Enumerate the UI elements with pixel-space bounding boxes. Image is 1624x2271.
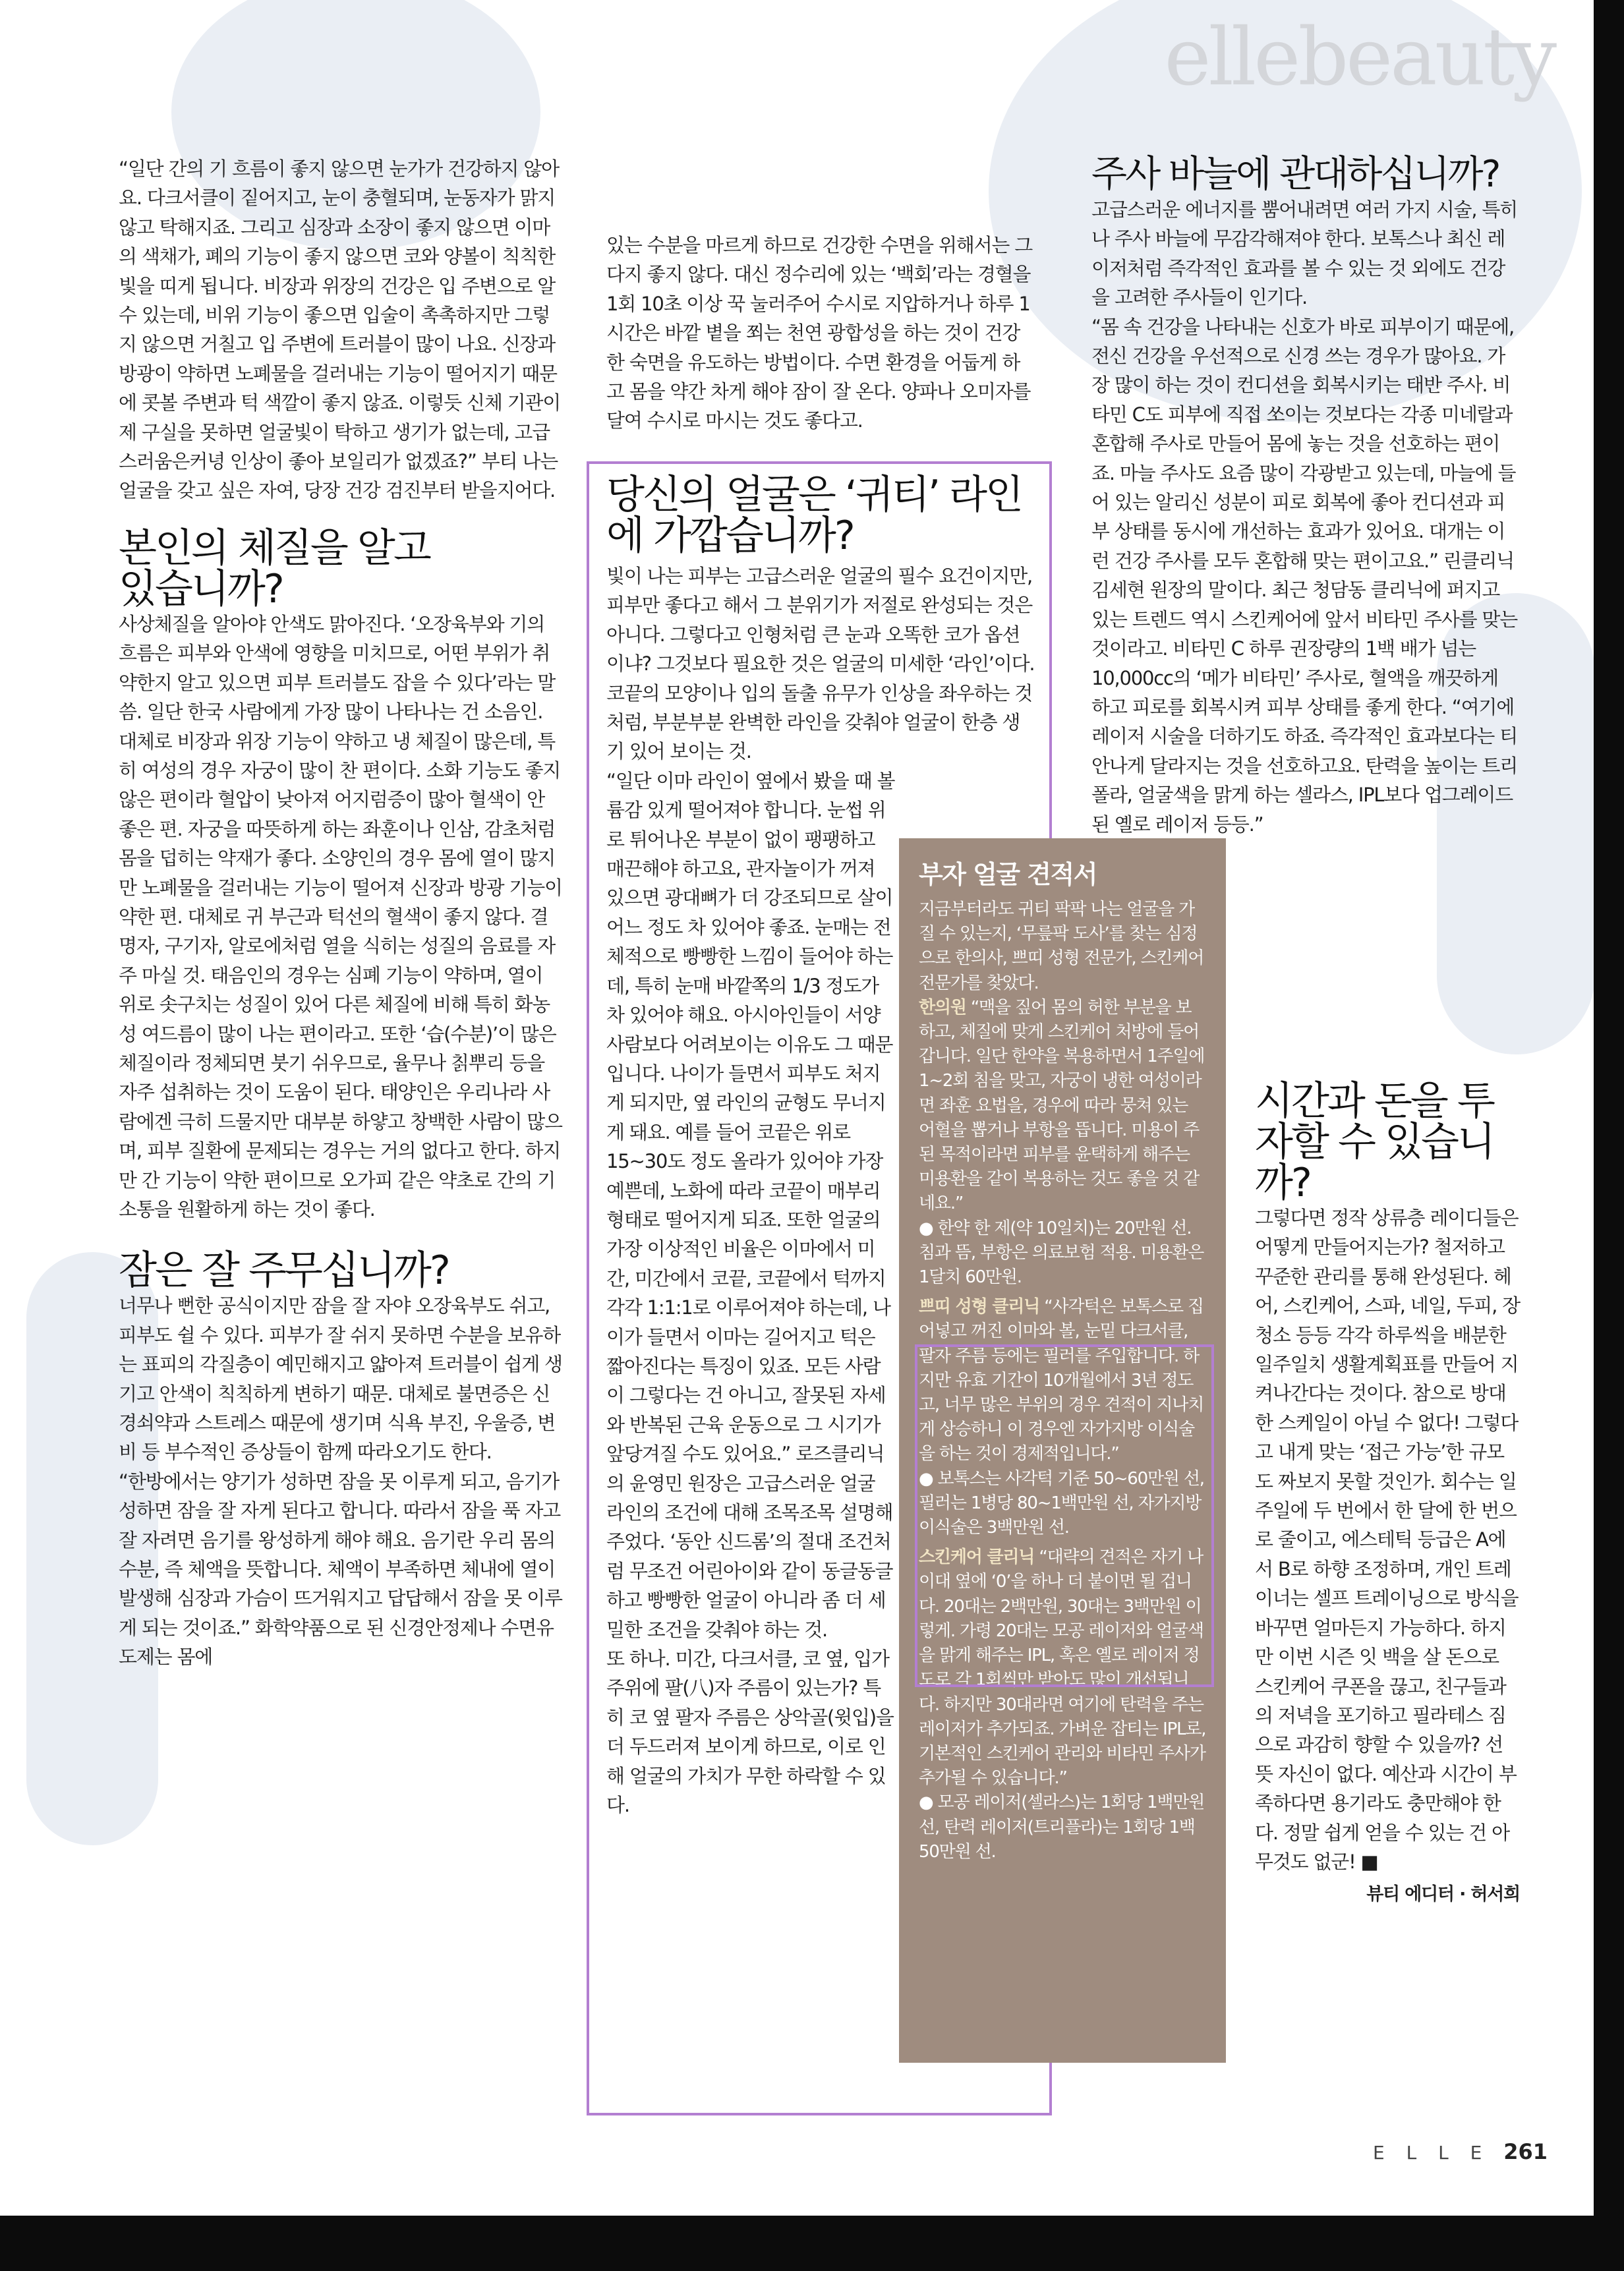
sidebar-label: 쁘띠 성형 클리닉 [919,1297,1040,1317]
sidebar-text: “대략의 견적은 자기 나이대 옆에 ‘0’을 하나 더 붙이면 될 겁니다. 20대는 2백만원, 30대는 3백만원 이렇게. 가령 20대는 모공 레이저와 얼굴색을 맑게 해주는 IPL, 혹은 옐로 레이저 정도로 각 1회씩만 받아도 많이 개선됩니다. 하지만 30대라면 여기에 탄력을 주는 레이저가 추가되죠. 가벼운 잡티는 IPL로, 기본적인 스킨케어 관리와 비타민 주사가 추가될 수 있습니다.” [919,1547,1206,1789]
column-1 [119,154,566,1672]
scan-edge-right [1594,0,1624,2271]
scan-edge-bottom [0,2216,1624,2271]
sidebar-price: ● 모공 레이저(셀라스)는 1회당 1백만원 선, 탄력 레이저(트리플라)는 1회당 1백50만원 선. [919,1793,1205,1862]
body-text: 사상체질을 알아야 안색도 맑아진다. ‘오장육부와 기의 흐름은 피부와 안색에 영향을 미치므로, 어떤 부위가 취약한지 알고 있으면 피부 트러블도 잡을 수 있다’라는 말씀. 일단 한국 사람에게 가장 많이 나타나는 건 소음인. 대체로 비장과 위장 기능이 약하고 냉 체질이 많은데, 특히 여성의 경우 자궁이 많이 찬 편이다. 소화 기능도 좋지 않은 편이라 혈압이 낮아져 어지럼증이 많아 혈색이 안 좋은 편. 자궁을 따뜻하게 하는 좌훈이나 인삼, 감초처럼 몸을 덥히는 약재가 좋다. 소양인의 경우 몸에 열이 많지만 노폐물을 걸러내는 기능이 떨어져 신장과 방광 기능이 약한 편. 대체로 귀 부근과 턱선의 혈색이 좋지 않다. 결명자, 구기자, 알로에처럼 열을 식히는 성질의 음료를 자주 마실 것. 태음인의 경우는 심폐 기능이 약하며, 열이 위로 솟구치는 성질이 있어 다른 체질에 비해 특히 화농성 여드름이 많이 나는 편이라고. 또한 ‘습(수분)’이 많은 체질이라 정체되면 붓기 쉬우므로, 율무나 칡뿌리 등을 자주 섭취하는 것이 도움이 된다. 태양인은 우리나라 사람에겐 극히 드물지만 대부분 하얗고 창백한 사람이 많으며, 피부 질환에 문제되는 경우는 거의 없다고 한다. 하지만 간 기능이 약한 편이므로 오가피 같은 약초로 간의 기 소통을 원활하게 하는 것이 좋다. [119,612,562,1221]
column-2 [606,231,1036,436]
body-text: 빛이 나는 피부는 고급스러운 얼굴의 필수 요건이지만, 피부만 좋다고 해서 그 분위기가 저절로 완성되는 것은 아니다. 그렇다고 인형처럼 큰 눈과 오똑한 코가 옵션이냐? 그것보다 필요한 것은 얼굴의 미세한 ‘라인’이다. 코끝의 모양이나 입의 돌출 유무가 인상을 좌우하는 것처럼, 부분부분 완벽한 라인을 갖춰야 얼굴이 한층 생기 있어 보이는 것. [606,565,1035,763]
folio-brand: E L L E [1373,2142,1490,2164]
body-text: 너무나 뻔한 공식이지만 잠을 잘 자야 오장육부도 쉬고, 피부도 쉴 수 있다. 피부가 잘 쉬지 못하면 수분을 보유하는 표피의 각질층이 예민해지고 얇아져 트러블이 쉽게 생기고 안색이 칙칙하게 변하기 때문. 대체로 불면증은 신경쇠약과 스트레스 때문에 생기며 식욕 부진, 우울증, 변비 등 부수적인 증상들이 함께 따라오기도 한다. [119,1294,562,1464]
page-number: 261 [1503,2139,1548,2164]
body-text: “일단 이마 라인이 옆에서 봤을 때 볼륨감 있게 떨어져야 합니다. 눈썹 위로 튀어나온 부분이 없이 팽팽하고 매끈해야 하고요, 관자놀이가 꺼져 있으면 광대뼈가 더 강조되므로 살이 어느 정도 차 있어야 좋죠. 눈매는 전체적으로 빵빵한 느낌이 들어야 하는데, 특히 눈매 바깥쪽의 1/3 정도가 차 있어야 해요. 아시아인들이 서양 사람보다 어려보이는 이유도 그 때문입니다. 나이가 들면서 피부도 처지게 되지만, 옆 라인의 균형도 무너지게 돼요. 예를 들어 코끝은 위로 15~30도 정도 올라가 있어야 가장 예쁜데, 노화에 따라 코끝이 매부리 형태로 떨어지게 되죠. 또한 얼굴의 가장 이상적인 비율은 이마에서 미간, 미간에서 코끝, 코끝에서 턱까지 각각 1:1:1로 이루어져야 하는데, 나이가 들면서 이마는 길어지고 턱은 짧아진다는 특징이 있죠. 모든 사람이 그렇다는 건 아니고, 잘못된 자세와 반복된 근육 운동으로 그 시기가 앞당겨질 수도 있어요.” 로즈클리닉의 윤영민 원장은 고급스러운 얼굴 라인의 조건에 대해 조목조목 설명해주었다. ‘동안 신드롬’의 절대 조건처럼 무조건 어린아이와 같이 동글동글하고 빵빵한 얼굴이 아니라 좀 더 세밀한 조건을 갖춰야 하는 것. [606,769,895,1641]
sidebar-label: 스킨케어 클리닉 [919,1547,1035,1568]
folio [1373,2139,1548,2164]
body-text: “한방에서는 양기가 성하면 잠을 못 이루게 되고, 음기가 성하면 잠을 잘 자게 된다고 합니다. 따라서 잠을 푹 자고 잘 자려면 음기를 왕성하게 해야 해요. 음기란 우리 몸의 수분, 즉 체액을 뜻합니다. 체액이 부족하면 체내에 열이 발생해 심장과 가슴이 뜨거워지고 답답해서 잠을 못 이루게 되는 것이죠.” 화학약품으로 된 신경안정제나 수면유도제는 몸에 [119,1470,562,1669]
body-text: 고급스러운 에너지를 뿜어내려면 여러 가지 시술, 특히나 주사 바늘에 무감각해져야 한다. 보톡스나 최신 레이저처럼 즉각적인 효과를 볼 수 있는 것 외에도 건강을 고려한 주사들이 인기다. [1091,198,1518,309]
body-text: “일단 간의 기 흐름이 좋지 않으면 눈가가 건강하지 않아요. 다크서클이 짙어지고, 눈이 충혈되며, 눈동자가 맑지 않고 탁해지죠. 그리고 심장과 소장이 좋지 않으면 이마의 색채가, 폐의 기능이 좋지 않으면 코와 양볼이 칙칙한 빛을 띠게 됩니다. 비장과 위장의 건강은 입 주변으로 알 수 있는데, 비위 기능이 좋으면 입술이 촉촉하지만 그렇지 않으면 거칠고 입 주변에 트러블이 많이 나요. 신장과 방광이 약하면 노폐물을 걸러내는 기능이 떨어지기 때문에 콧볼 주변과 턱 색깔이 좋지 않죠. 이렇듯 신체 기관이 제 구실을 못하면 얼굴빛이 탁하고 생기가 없는데, 고급스러움은커녕 인상이 좋아 보일리가 없겠죠?” 부티 나는 얼굴을 갖고 싶은 자여, 당장 건강 검진부터 받을지어다. [119,158,561,502]
body-text: 그렇다면 정작 상류층 레이디들은 어떻게 만들어지는가? 철저하고 꾸준한 관리를 통해 완성된다. 헤어, 스킨케어, 스파, 네일, 두피, 장 청소 등등 각각 하루씩을 배분한 일주일치 생활계획표를 만들어 지켜나간다는 것이다. 참으로 방대한 스케일이 아닐 수 없다! 그렇다고 내게 맞는 ‘접근 가능’한 규모도 짜보지 못할 것인가. 회수는 일주일에 두 번에서 한 달에 한 번으로 줄이고, 에스테틱 등급은 A에서 B로 하향 조정하며, 개인 트레이너는 셀프 트레이닝으로 방식을 바꾸면 얼마든지 가능하다. 하지만 이번 시즌 잇 백을 살 돈으로 스킨케어 쿠폰을 끊고, 친구들과의 저녁을 포기하고 필라테스 짐으로 과감히 향할 수 있을까? 선뜻 자신이 없다. 예산과 시간이 부족하다면 용기라도 충만해야 한다. 정말 쉽게 얻을 수 있는 건 아무것도 없군! ■ [1255,1207,1520,1873]
sidebar-text: “사각턱은 보톡스로 집어넣고 꺼진 이마와 볼, 눈밑 다크서클, 팔자 주름 등에는 필러를 주입합니다. 하지만 유효 기간이 10개월에서 3년 정도고, 너무 많은 부위의 경우 견적이 지나치게 상승하니 이 경우엔 자가지방 이식술을 하는 것이 경제적입니다.” [919,1297,1204,1464]
section-heading-sleep: 잠은 잘 주무십니까? [119,1248,449,1294]
section-heading-constitution: 본인의 체질을 알고 있습니까? [119,525,430,612]
body-text: 있는 수분을 마르게 하므로 건강한 수면을 위해서는 그다지 좋지 않다. 대신 정수리에 있는 ‘백회’라는 경혈을 1회 10초 이상 꾹 눌러주어 수시로 지압하거나 하루 1시간은 바깥 볕을 쬐는 천연 광합성을 하는 것이 건강한 숙면을 유도하는 방법이다. 수면 환경을 어둡게 하고 몸을 약간 차게 해야 잠이 잘 온다. 양파나 오미자를 달여 수시로 마시는 것도 좋다고. [606,234,1033,432]
sidebar-intro: 지금부터라도 귀티 팍팍 나는 얼굴을 가질 수 있는지, ‘무릎팍 도사’를 찾는 심정으로 한의사, 쁘띠 성형 전문가, 스킨케어 전문가를 찾았다. [919,900,1204,993]
sidebar-price: ● 한약 한 제(약 10일치)는 20만원 선. 침과 뜸, 부항은 의료보험 적용. 미용환은 1달치 60만원. [919,1218,1204,1288]
section-heading-time: 시간과 돈을 투자할 수 있습니까? [1255,1078,1494,1206]
sidebar-oriental [919,996,1206,1217]
sidebar-title: 부자 얼굴 견적서 [919,860,1097,889]
section-heading-needle: 주사 바늘에 관대하십니까? [1091,153,1499,196]
sidebar-text: “맥을 짚어 몸의 허한 부분을 보하고, 체질에 맞게 스킨케어 처방에 들어갑니다. 일단 한약을 복용하면서 1주일에 1~2회 침을 맞고, 자궁이 냉한 여성이라면 좌훈 요법을, 경우에 따라 뭉쳐 있는 어혈을 뽑거나 부항을 뜹니다. 미용이 주된 목적이라면 피부를 윤택하게 해주는 미용환을 같이 복용하는 것도 좋을 것 같네요.” [919,997,1205,1214]
byline: 뷰티 에디터 · 허서희 [1366,1884,1520,1905]
sidebar-label: 한의원 [919,997,966,1018]
sidebar-price: ● 보톡스는 사각턱 기준 50~60만원 선, 필러는 1병당 80~1백만원 선, 자가지방 이식술은 3백만원 선. [919,1468,1204,1538]
body-text: “몸 속 건강을 나타내는 신호가 바로 피부이기 때문에, 전신 건강을 우선적으로 신경 쓰는 경우가 많아요. 가장 많이 하는 것이 컨디션을 회복시키는 태반 주사. 비타민 C도 피부에 직접 쏘이는 것보다는 각종 미네랄과 혼합해 주사로 만들어 몸에 놓는 것을 선호하는 편이죠. 마늘 주사도 요즘 많이 각광받고 있는데, 마늘에 들어 있는 알리신 성분이 피로 회복에 좋아 컨디션과 피부 상태를 동시에 개선하는 효과가 있어요. 대개는 이런 건강 주사를 모두 혼합해 맞는 편이고요.” 린클리닉 김세현 원장의 말이다. 최근 청담동 클리닉에 퍼지고 있는 트렌드 역시 스킨케어에 앞서 비타민 주사를 맞는 것이라고. 비타민 C 하루 권장량의 1백 배가 넘는 10,000cc의 ‘메가 비타민’ 주사로, 혈액을 깨끗하게 하고 피로를 회복시켜 피부 상태를 좋게 한다. “여기에 레이저 시술을 더하기도 하죠. 즉각적인 효과보다는 티 안나게 달라지는 것을 선호하고요. 탄력을 높이는 트리폴라, 얼굴색을 맑게 하는 셀라스, IPL보다 업그레이드된 옐로 레이저 등등.” [1091,315,1518,836]
body-text: 또 하나. 미간, 다크서클, 코 옆, 입가 주위에 팔(八)자 주름이 있는가? 특히 코 옆 팔자 주름은 상악골(윗입)을 더 두드러져 보이게 하므로, 이로 인해 얼굴의 가치가 무한 하락할 수 있다. [606,1648,894,1817]
sidebar-highlight-frame [915,1344,1214,1687]
section-heading-line: 당신의 얼굴은 ‘귀티’ 라인에 가깝습니까? [606,472,1022,559]
column-3 [1091,154,1520,839]
section-masthead: ellebeauty [1164,12,1554,103]
column-3-narrow [1255,1078,1520,1910]
